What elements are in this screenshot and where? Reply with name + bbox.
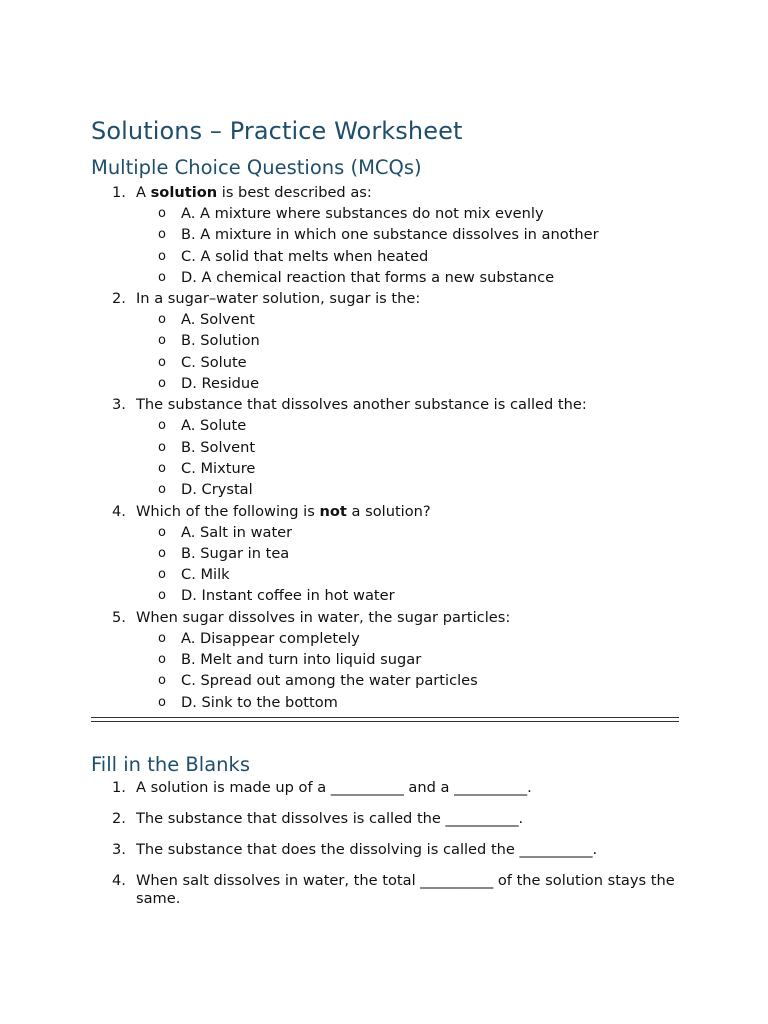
- blank-item: [91, 779, 679, 797]
- blank-text: The substance that dissolves is called the __________.: [136, 809, 524, 827]
- fill-blanks-list: [91, 779, 679, 908]
- blank-item: [91, 810, 679, 828]
- answer-option: [136, 649, 679, 670]
- mcq-question: [91, 607, 679, 713]
- question-number: 2.: [112, 290, 126, 308]
- question-text-part: The substance that dissolves another substance is called the:: [136, 396, 587, 414]
- option-text: A. Solvent: [181, 311, 255, 329]
- option-bullet: o: [158, 588, 166, 604]
- option-bullet: o: [158, 418, 166, 434]
- answer-option: [136, 479, 679, 500]
- option-list: [136, 628, 679, 713]
- option-text: A. Salt in water: [181, 523, 293, 541]
- blank-number: 3.: [112, 840, 126, 858]
- section-divider: [91, 717, 679, 722]
- question-number: 1.: [112, 184, 126, 201]
- option-text: C. Milk: [181, 566, 230, 584]
- question-number: 4.: [112, 502, 126, 520]
- option-bullet: o: [158, 439, 166, 455]
- option-text: D. Instant coffee in hot water: [181, 587, 395, 605]
- question-emphasis: not: [319, 502, 347, 520]
- answer-option: [136, 373, 679, 394]
- page-title: Solutions – Practice Worksheet: [91, 117, 463, 145]
- question-text-part: When sugar dissolves in water, the sugar particles:: [136, 608, 511, 626]
- mcq-question-list: [91, 182, 679, 713]
- option-list: [136, 203, 679, 288]
- question-text-part: a solution?: [346, 502, 431, 520]
- option-text: C. Solute: [181, 353, 247, 371]
- worksheet-content: [91, 114, 679, 921]
- blank-number: 1.: [112, 778, 126, 796]
- option-bullet: o: [158, 354, 166, 370]
- answer-option: [136, 309, 679, 330]
- question-text: [136, 607, 679, 628]
- option-bullet: o: [158, 333, 166, 349]
- option-text: D. Crystal: [181, 481, 253, 499]
- question-text: [136, 182, 679, 203]
- fill-blanks-section-heading: Fill in the Blanks: [91, 752, 250, 776]
- question-text: [136, 288, 679, 309]
- answer-option: [136, 330, 679, 351]
- answer-option: [136, 267, 679, 288]
- option-text: D. Sink to the bottom: [181, 693, 338, 711]
- option-bullet: o: [158, 567, 166, 583]
- option-bullet: o: [158, 206, 166, 221]
- option-bullet: o: [158, 227, 166, 243]
- question-number: 3.: [112, 396, 126, 414]
- answer-option: [136, 437, 679, 458]
- answer-option: [136, 203, 679, 224]
- option-text: B. Solution: [181, 332, 260, 350]
- option-bullet: o: [158, 460, 166, 476]
- mcq-question: [91, 501, 679, 607]
- option-bullet: o: [158, 694, 166, 710]
- option-text: C. A solid that melts when heated: [181, 247, 429, 265]
- answer-option: [136, 352, 679, 373]
- option-text: B. Sugar in tea: [181, 544, 290, 562]
- question-text-part: A: [136, 184, 151, 201]
- answer-option: [136, 585, 679, 606]
- question-text-part: In a sugar–water solution, sugar is the:: [136, 290, 421, 308]
- option-bullet: o: [158, 545, 166, 561]
- question-text: [136, 394, 679, 415]
- option-text: A. Disappear completely: [181, 629, 360, 647]
- option-bullet: o: [158, 630, 166, 646]
- mcq-question: [91, 182, 679, 288]
- option-bullet: o: [158, 269, 166, 285]
- answer-option: [136, 224, 679, 245]
- option-text: B. A mixture in which one substance dissolves in another: [181, 226, 599, 244]
- blank-text: A solution is made up of a __________ and a __________.: [136, 778, 532, 796]
- blank-item: [91, 841, 679, 859]
- answer-option: [136, 458, 679, 479]
- option-text: B. Solvent: [181, 438, 256, 456]
- option-bullet: o: [158, 482, 166, 498]
- blank-text: When salt dissolves in water, the total __________ of the solution stays the same.: [136, 871, 675, 907]
- option-list: [136, 415, 679, 500]
- blank-text: The substance that does the dissolving is called the __________.: [136, 840, 598, 858]
- option-text: B. Melt and turn into liquid sugar: [181, 651, 422, 669]
- answer-option: [136, 564, 679, 585]
- option-list: [136, 309, 679, 394]
- blank-item: [91, 872, 679, 908]
- option-bullet: o: [158, 652, 166, 668]
- question-emphasis: solution: [150, 184, 218, 201]
- option-text: D. Residue: [181, 375, 260, 393]
- blank-number: 2.: [112, 809, 126, 827]
- answer-option: [136, 522, 679, 543]
- answer-option: [136, 543, 679, 564]
- option-list: [136, 522, 679, 607]
- option-text: A. Solute: [181, 417, 247, 435]
- answer-option: [136, 415, 679, 436]
- answer-option: [136, 628, 679, 649]
- blank-number: 4.: [112, 871, 126, 889]
- option-bullet: o: [158, 524, 166, 540]
- option-text: A. A mixture where substances do not mix evenly: [181, 205, 544, 222]
- option-bullet: o: [158, 376, 166, 392]
- mcq-section-heading: Multiple Choice Questions (MCQs): [91, 156, 422, 179]
- option-text: C. Spread out among the water particles: [181, 672, 478, 690]
- question-text-part: is best described as:: [217, 184, 372, 201]
- option-text: C. Mixture: [181, 459, 256, 477]
- question-number: 5.: [112, 608, 126, 626]
- mcq-question: [91, 288, 679, 394]
- option-bullet: o: [158, 248, 166, 264]
- mcq-question: [91, 394, 679, 500]
- answer-option: [136, 246, 679, 267]
- option-text: D. A chemical reaction that forms a new substance: [181, 268, 555, 286]
- answer-option: [136, 692, 679, 713]
- option-bullet: o: [158, 673, 166, 689]
- answer-option: [136, 670, 679, 691]
- question-text-part: Which of the following is: [136, 502, 320, 520]
- option-bullet: o: [158, 312, 166, 328]
- question-text: [136, 501, 679, 522]
